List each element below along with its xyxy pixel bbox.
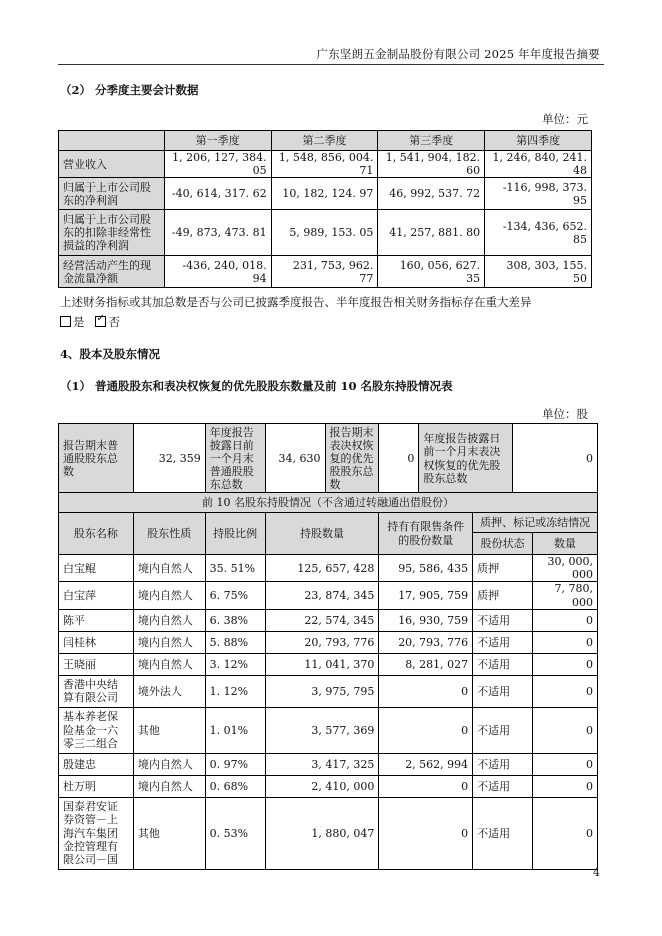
table-cell: 1, 246, 840, 241. 48 xyxy=(485,151,592,178)
table-row xyxy=(59,210,592,256)
holder-nature: 境内自然人 xyxy=(133,555,205,582)
table-cell: 308, 303, 155. 50 xyxy=(485,256,592,288)
holder-status: 质押 xyxy=(473,582,533,609)
holder-restricted: 0 xyxy=(379,775,473,797)
holder-ratio: 5. 88% xyxy=(205,631,265,653)
holder-ratio: 0. 53% xyxy=(205,797,265,869)
table-cell: 160, 056, 627. 35 xyxy=(378,256,485,288)
holder-quantity: 23, 874, 345 xyxy=(265,582,379,609)
quarterly-table xyxy=(58,130,592,288)
quarterly-section-title: （2） 分季度主要会计数据 xyxy=(60,83,199,97)
holder-ratio: 35. 51% xyxy=(205,555,265,582)
table-row xyxy=(59,653,598,675)
table-cell: 46, 992, 537. 72 xyxy=(378,178,485,210)
summary-label-2: 年度报告披露日前一个月末普通股股东总数 xyxy=(205,424,265,494)
quarterly-unit-label: 单位：元 xyxy=(542,112,588,126)
holder-status: 不适用 xyxy=(473,797,533,869)
summary-label-4: 年度报告披露日前一个月末表决权恢复的优先股股东总数 xyxy=(419,424,513,494)
holder-nature: 境内自然人 xyxy=(133,653,205,675)
checkbox-no[interactable] xyxy=(95,316,106,327)
quarterly-header-q3: 第三季度 xyxy=(378,131,485,151)
diff-note-options xyxy=(60,314,120,330)
holder-ratio: 1. 01% xyxy=(205,707,265,753)
holder-name: 王晓丽 xyxy=(59,653,134,675)
summary-label-3: 报告期末表决权恢复的优先股股东总数 xyxy=(325,424,379,494)
holder-restricted: 16, 930, 759 xyxy=(379,609,473,631)
header-pledge: 质押、标记或冻结情况 xyxy=(473,513,598,533)
holder-amount: 0 xyxy=(533,631,598,653)
table-cell: -436, 240, 018. 94 xyxy=(164,256,271,288)
table-row xyxy=(59,707,598,753)
holder-ratio: 1. 12% xyxy=(205,675,265,707)
row-label: 归属于上市公司股东的扣除非经常性损益的净利润 xyxy=(59,210,165,256)
holder-restricted: 0 xyxy=(379,797,473,869)
holder-amount: 7, 780, 000 xyxy=(533,582,598,609)
top10-section-title: （1） 普通股股东和表决权恢复的优先股股东数量及前 10 名股东持股情况表 xyxy=(60,379,453,393)
summary-value-2: 34, 630 xyxy=(265,424,325,494)
holder-name: 香港中央结算有限公司 xyxy=(59,675,134,707)
holder-amount: 0 xyxy=(533,707,598,753)
top10-unit-label: 单位：股 xyxy=(542,407,588,421)
holder-name: 白宝萍 xyxy=(59,582,134,609)
header-nature: 股东性质 xyxy=(133,513,205,555)
header-ratio: 持股比例 xyxy=(205,513,265,555)
quarterly-header-q4: 第四季度 xyxy=(485,131,592,151)
table-cell: 41, 257, 881. 80 xyxy=(378,210,485,256)
holder-name: 国泰君安证券资管－上海汽车集团金控管理有限公司－国 xyxy=(59,797,134,869)
holder-status: 不适用 xyxy=(473,675,533,707)
holder-restricted: 8, 281, 027 xyxy=(379,653,473,675)
holder-restricted: 20, 793, 776 xyxy=(379,631,473,653)
summary-label-1: 报告期末普通股股东总数 xyxy=(59,424,134,494)
table-cell: 1, 541, 904, 182. 60 xyxy=(378,151,485,178)
holder-ratio: 6. 75% xyxy=(205,582,265,609)
holder-name: 陈平 xyxy=(59,609,134,631)
summary-value-3: 0 xyxy=(379,424,419,494)
table-row xyxy=(59,675,598,707)
header-name: 股东名称 xyxy=(59,513,134,555)
holder-quantity: 3, 577, 369 xyxy=(265,707,379,753)
checkbox-yes[interactable] xyxy=(60,316,71,327)
holder-restricted: 2, 562, 994 xyxy=(379,753,473,775)
summary-value-1: 32, 359 xyxy=(133,424,205,494)
header-divider xyxy=(58,64,604,65)
table-cell: 1, 206, 127, 384. 05 xyxy=(164,151,271,178)
holder-status: 不适用 xyxy=(473,631,533,653)
holder-amount: 0 xyxy=(533,609,598,631)
holder-amount: 0 xyxy=(533,653,598,675)
holders-summary-row xyxy=(59,424,598,494)
holder-ratio: 0. 68% xyxy=(205,775,265,797)
option-yes-label: 是 xyxy=(73,315,85,329)
holder-nature: 境内自然人 xyxy=(133,582,205,609)
quarterly-header-q1: 第一季度 xyxy=(164,131,271,151)
quarterly-header-blank xyxy=(59,131,165,151)
holder-status: 不适用 xyxy=(473,775,533,797)
holder-name: 白宝鲲 xyxy=(59,555,134,582)
holder-name: 闫桂林 xyxy=(59,631,134,653)
page-number: 4 xyxy=(593,866,600,879)
header-quantity: 持股数量 xyxy=(265,513,379,555)
holder-quantity: 3, 975, 795 xyxy=(265,675,379,707)
holder-restricted: 17, 905, 759 xyxy=(379,582,473,609)
table-row xyxy=(59,775,598,797)
table-row xyxy=(59,256,592,288)
quarterly-header-q2: 第二季度 xyxy=(271,131,378,151)
holder-quantity: 2, 410, 000 xyxy=(265,775,379,797)
holder-nature: 境内自然人 xyxy=(133,609,205,631)
holder-status: 不适用 xyxy=(473,707,533,753)
holder-quantity: 3, 417, 325 xyxy=(265,753,379,775)
table-cell: 231, 753, 962. 77 xyxy=(271,256,378,288)
holder-nature: 境内自然人 xyxy=(133,631,205,653)
holder-quantity: 22, 574, 345 xyxy=(265,609,379,631)
table-cell: -116, 998, 373. 95 xyxy=(485,178,592,210)
holder-ratio: 3. 12% xyxy=(205,653,265,675)
holder-status: 质押 xyxy=(473,555,533,582)
holder-nature: 境外法人 xyxy=(133,675,205,707)
holder-status: 不适用 xyxy=(473,653,533,675)
row-label: 归属于上市公司股东的净利润 xyxy=(59,178,165,210)
holder-nature: 其他 xyxy=(133,797,205,869)
holder-nature: 其他 xyxy=(133,707,205,753)
row-label: 经营活动产生的现金流量净额 xyxy=(59,256,165,288)
row-label: 营业收入 xyxy=(59,151,165,178)
option-no-label: 否 xyxy=(108,315,120,329)
holder-amount: 30, 000, 000 xyxy=(533,555,598,582)
table-row xyxy=(59,178,592,210)
table-cell: -134, 436, 652. 85 xyxy=(485,210,592,256)
top10-caption: 前 10 名股东持股情况（不含通过转融通出借股份） xyxy=(59,493,598,513)
top10-caption-row xyxy=(59,493,598,513)
shares-section-title: 4、股本及股东情况 xyxy=(60,347,161,361)
holder-status: 不适用 xyxy=(473,609,533,631)
table-row xyxy=(59,797,598,869)
summary-value-4: 0 xyxy=(513,424,598,494)
holder-name: 杜万明 xyxy=(59,775,134,797)
top10-header-row xyxy=(59,513,598,533)
holder-restricted: 0 xyxy=(379,707,473,753)
holder-ratio: 6. 38% xyxy=(205,609,265,631)
diff-note-text: 上述财务指标或其加总数是否与公司已披露季度报告、半年度报告相关财务指标存在重大差异 xyxy=(60,295,532,309)
holder-amount: 0 xyxy=(533,675,598,707)
table-cell: 10, 182, 124. 97 xyxy=(271,178,378,210)
holder-restricted: 95, 586, 435 xyxy=(379,555,473,582)
table-cell: -49, 873, 473. 81 xyxy=(164,210,271,256)
holder-name: 基本养老保险基金一六零三二组合 xyxy=(59,707,134,753)
holder-ratio: 0. 97% xyxy=(205,753,265,775)
table-row xyxy=(59,151,592,178)
table-row xyxy=(59,631,598,653)
table-row xyxy=(59,609,598,631)
table-cell: -40, 614, 317. 62 xyxy=(164,178,271,210)
holder-amount: 0 xyxy=(533,797,598,869)
top10-holders-table xyxy=(58,492,598,870)
table-row xyxy=(59,555,598,582)
holders-summary-table xyxy=(58,423,598,494)
table-row xyxy=(59,753,598,775)
holder-quantity: 1, 880, 047 xyxy=(265,797,379,869)
quarterly-header-row xyxy=(59,131,592,151)
page-header: 广东坚朗五金制品股份有限公司 2025 年年度报告摘要 xyxy=(316,47,600,61)
holder-restricted: 0 xyxy=(379,675,473,707)
holder-amount: 0 xyxy=(533,775,598,797)
table-cell: 1, 548, 856, 004. 71 xyxy=(271,151,378,178)
holder-name: 殷建忠 xyxy=(59,753,134,775)
holder-nature: 境内自然人 xyxy=(133,753,205,775)
header-restricted: 持有有限售条件的股份数量 xyxy=(379,513,473,555)
header-status: 股份状态 xyxy=(473,533,533,555)
holder-quantity: 125, 657, 428 xyxy=(265,555,379,582)
holder-status: 不适用 xyxy=(473,753,533,775)
holder-nature: 境内自然人 xyxy=(133,775,205,797)
table-row xyxy=(59,582,598,609)
holder-amount: 0 xyxy=(533,753,598,775)
table-cell: 5, 989, 153. 05 xyxy=(271,210,378,256)
header-amount: 数量 xyxy=(533,533,598,555)
holder-quantity: 20, 793, 776 xyxy=(265,631,379,653)
holder-quantity: 11, 041, 370 xyxy=(265,653,379,675)
